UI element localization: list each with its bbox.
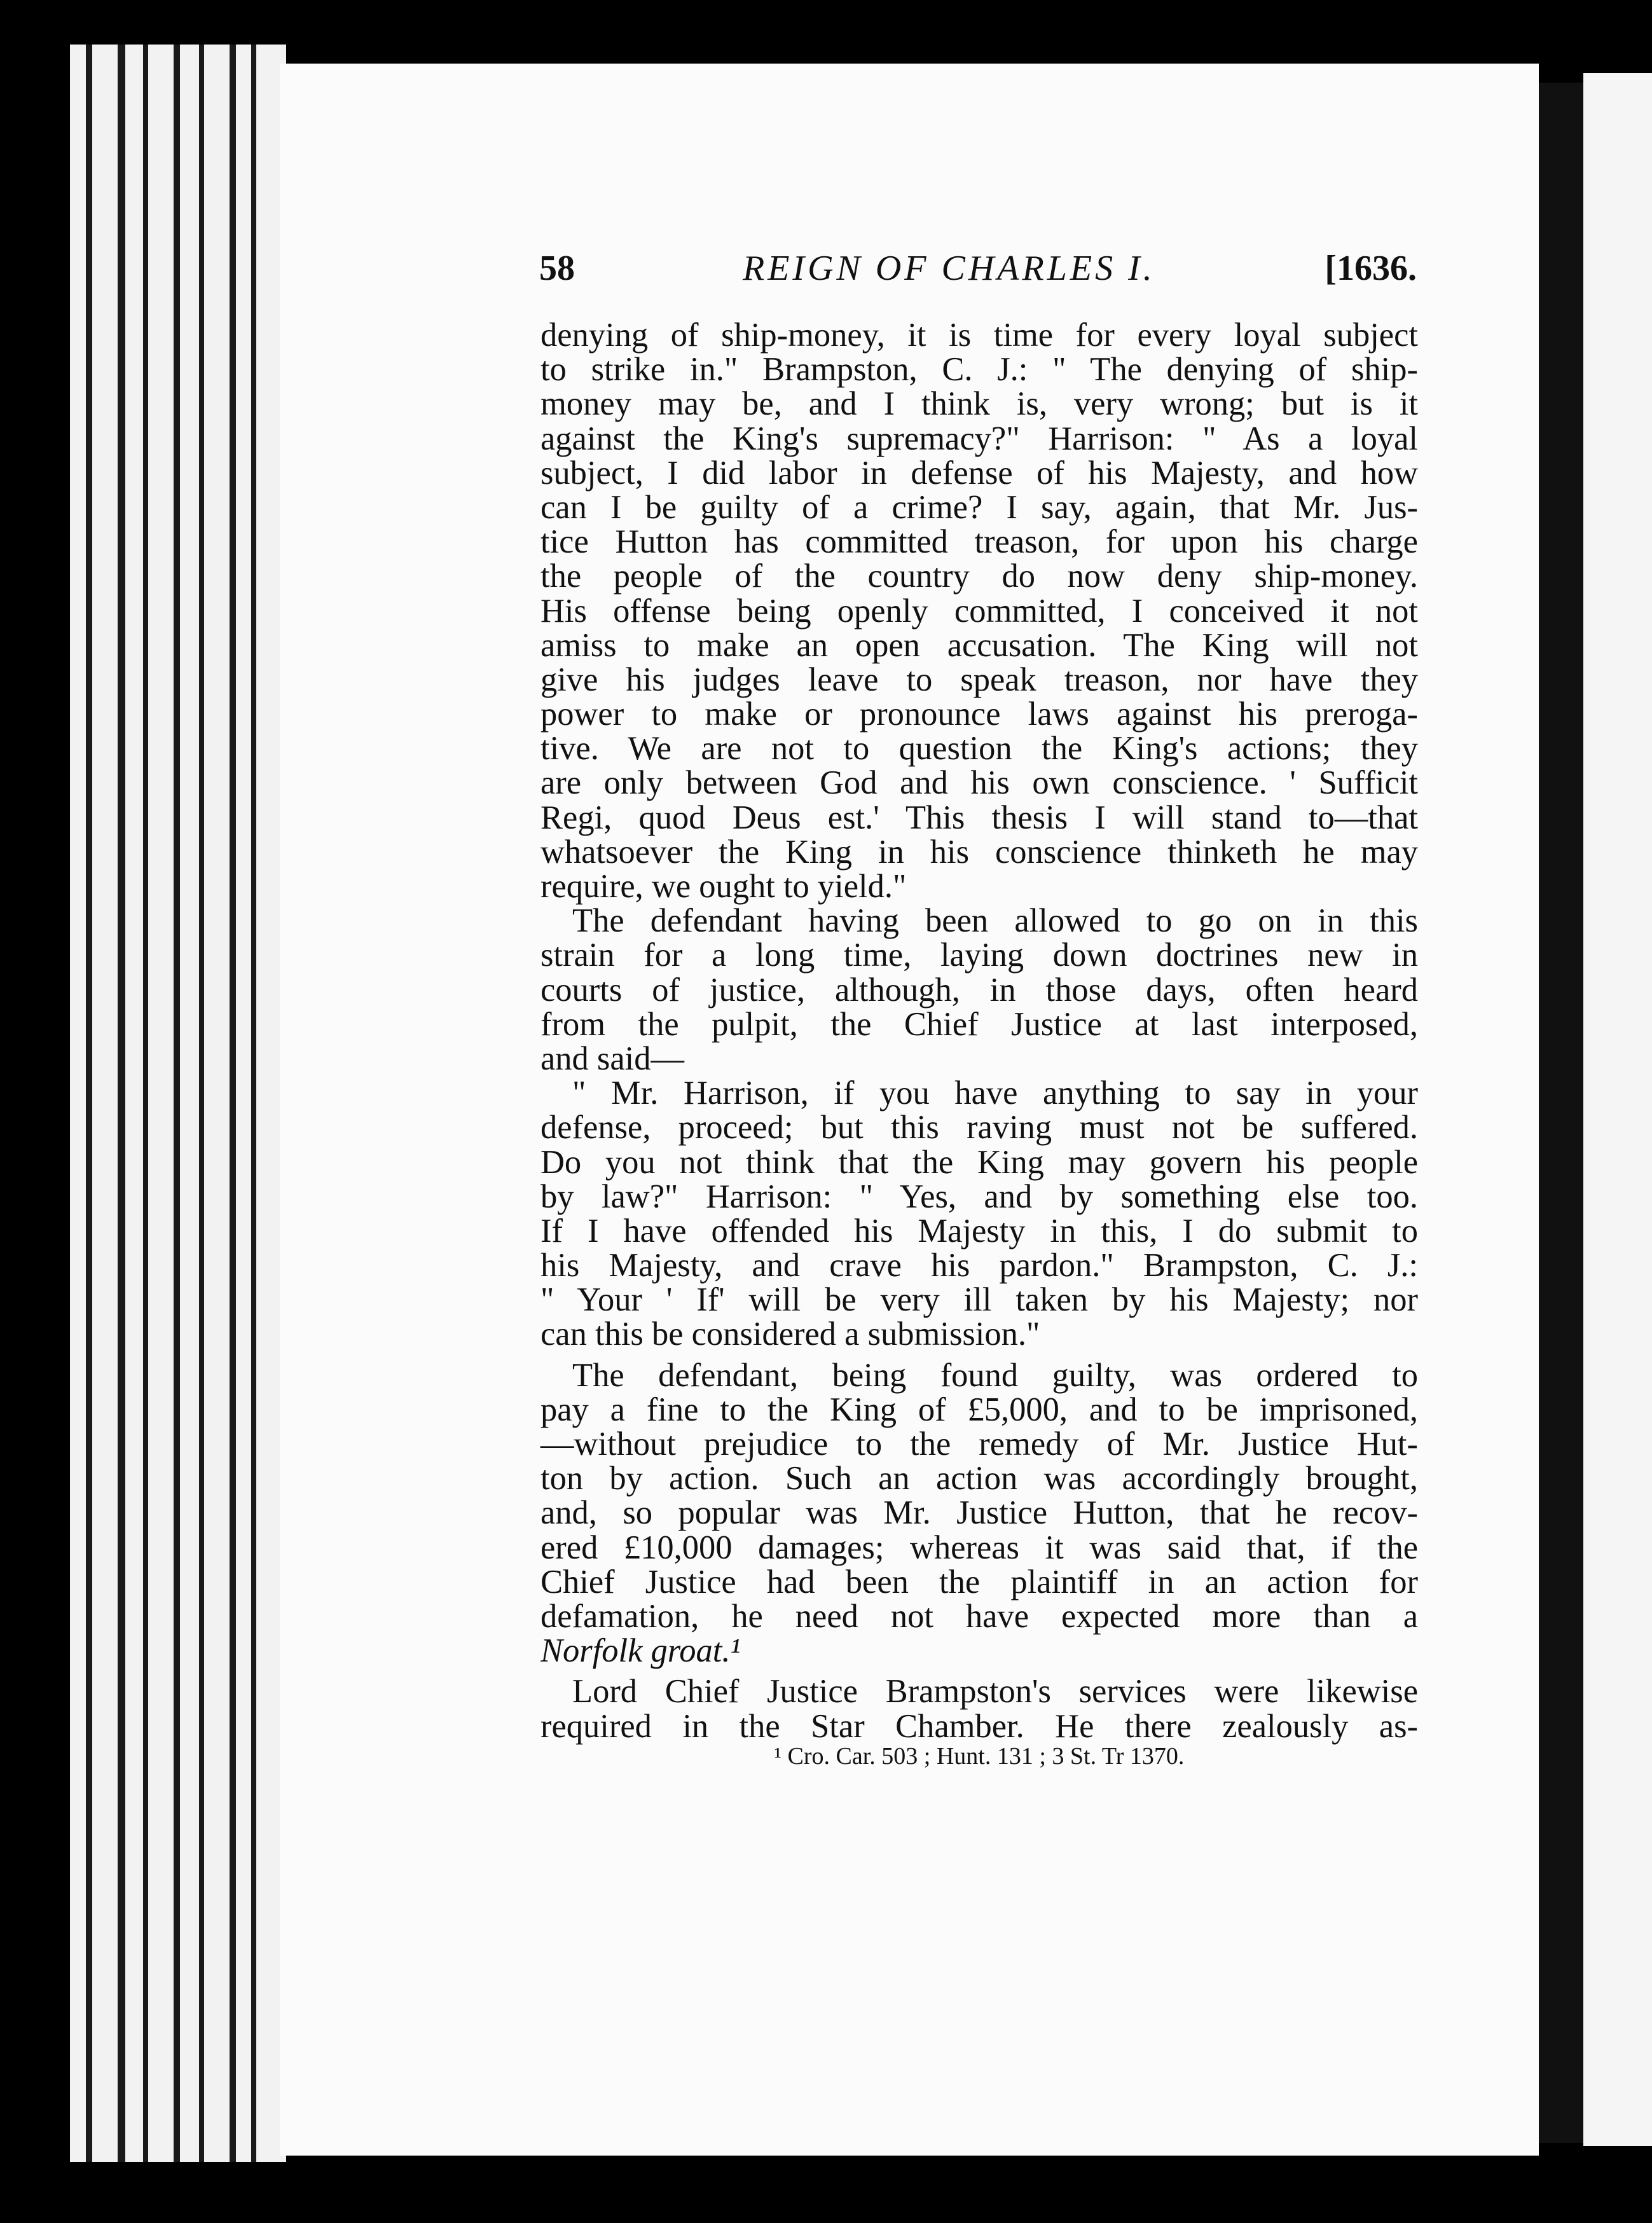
text-line: tice Hutton has committed treason, for upon his charge (540, 523, 1418, 561)
text-line: money may be, and I think is, very wrong; but is it (540, 385, 1418, 423)
text-line: denying of ship-money, it is time for every loyal subject (540, 317, 1418, 354)
text-line: the people of the country do now deny ship-money. (540, 558, 1418, 595)
text-line: can this be considered a submission." (540, 1316, 1040, 1353)
text-line: against the King's supremacy?" Harrison: " As a loyal (540, 420, 1418, 457)
text-line: Do you not think that the King may govern his people (540, 1143, 1418, 1181)
paragraph-start: " Mr. Harrison, if you have anything to say in your (572, 1075, 1418, 1112)
text-line: by law?" Harrison: " Yes, and by something else too. (540, 1178, 1418, 1215)
running-title: REIGN OF CHARLES I. (743, 249, 1155, 288)
text-line: and, so popular was Mr. Justice Hutton, that he recov- (540, 1494, 1418, 1532)
text-line: Chief Justice had been the plaintiff in an action for (540, 1563, 1418, 1600)
book-gutter (1539, 83, 1583, 2143)
text-line: give his judges leave to speak treason, nor have they (540, 661, 1418, 698)
running-header (539, 242, 1417, 299)
body-text (540, 318, 1418, 1744)
text-line: Regi, quod Deus est.' This thesis I will stand to—that (540, 799, 1418, 836)
text-line: amiss to make an open accusation. The King will not (540, 626, 1418, 664)
header-year: [1636. (1325, 249, 1417, 288)
text-line: power to make or pronounce laws against his preroga- (540, 696, 1418, 733)
text-line: and said— (540, 1040, 684, 1077)
paragraph-start: The defendant having been allowed to go on in this (572, 902, 1418, 940)
text-line: to strike in." Brampston, C. J.: " The denying of ship- (540, 351, 1418, 389)
page-number: 58 (539, 249, 575, 288)
text-line: courts of justice, although, in those days, often heard (540, 971, 1418, 1008)
text-line: tive. We are not to question the King's actions; they (540, 730, 1418, 767)
text-line: required in the Star Chamber. He there zealously as- (540, 1707, 1418, 1745)
text-line: His offense being openly committed, I conceived it not (540, 592, 1418, 630)
paragraph-start: Lord Chief Justice Brampston's services were likewise (572, 1673, 1418, 1710)
paragraph-start: The defendant, being found guilty, was ordered to (572, 1356, 1418, 1394)
text-line: from the pulpit, the Chief Justice at last interposed, (540, 1005, 1418, 1043)
text-line: pay a fine to the King of £5,000, and to be imprisoned, (540, 1391, 1418, 1428)
text-line: ered £10,000 damages; whereas it was said that, if the (540, 1529, 1418, 1566)
text-line: ton by action. Such an action was accordingly brought, (540, 1460, 1418, 1497)
text-line: his Majesty, and crave his pardon." Brampston, C. J.: (540, 1247, 1418, 1284)
book-page-edges (70, 45, 286, 2162)
text-line: whatsoever the King in his conscience thinketh he may (540, 833, 1418, 871)
text-line: Norfolk groat.¹ (540, 1632, 741, 1670)
text-line: strain for a long time, laying down doctrines new in (540, 937, 1418, 974)
text-line: defense, proceed; but this raving must not be suffered. (540, 1109, 1418, 1146)
text-line: subject, I did labor in defense of his Majesty, and how (540, 454, 1418, 492)
footnote: ¹ Cro. Car. 503 ; Hunt. 131 ; 3 St. Tr 1370. (774, 1743, 1185, 1770)
text-line: —without prejudice to the remedy of Mr. Justice Hut- (540, 1426, 1418, 1462)
text-line: are only between God and his own conscience. ' Sufficit (540, 764, 1418, 802)
text-line: If I have offended his Majesty in this, I do submit to (540, 1212, 1418, 1249)
facing-page-edge (1583, 73, 1652, 2146)
text-line: can I be guilty of a crime? I say, again, that Mr. Jus- (540, 488, 1418, 526)
text-line: " Your ' If' will be very ill taken by his Majesty; nor (540, 1281, 1418, 1319)
text-line: require, we ought to yield." (540, 868, 907, 905)
text-line: defamation, he need not have expected more than a (540, 1597, 1418, 1635)
